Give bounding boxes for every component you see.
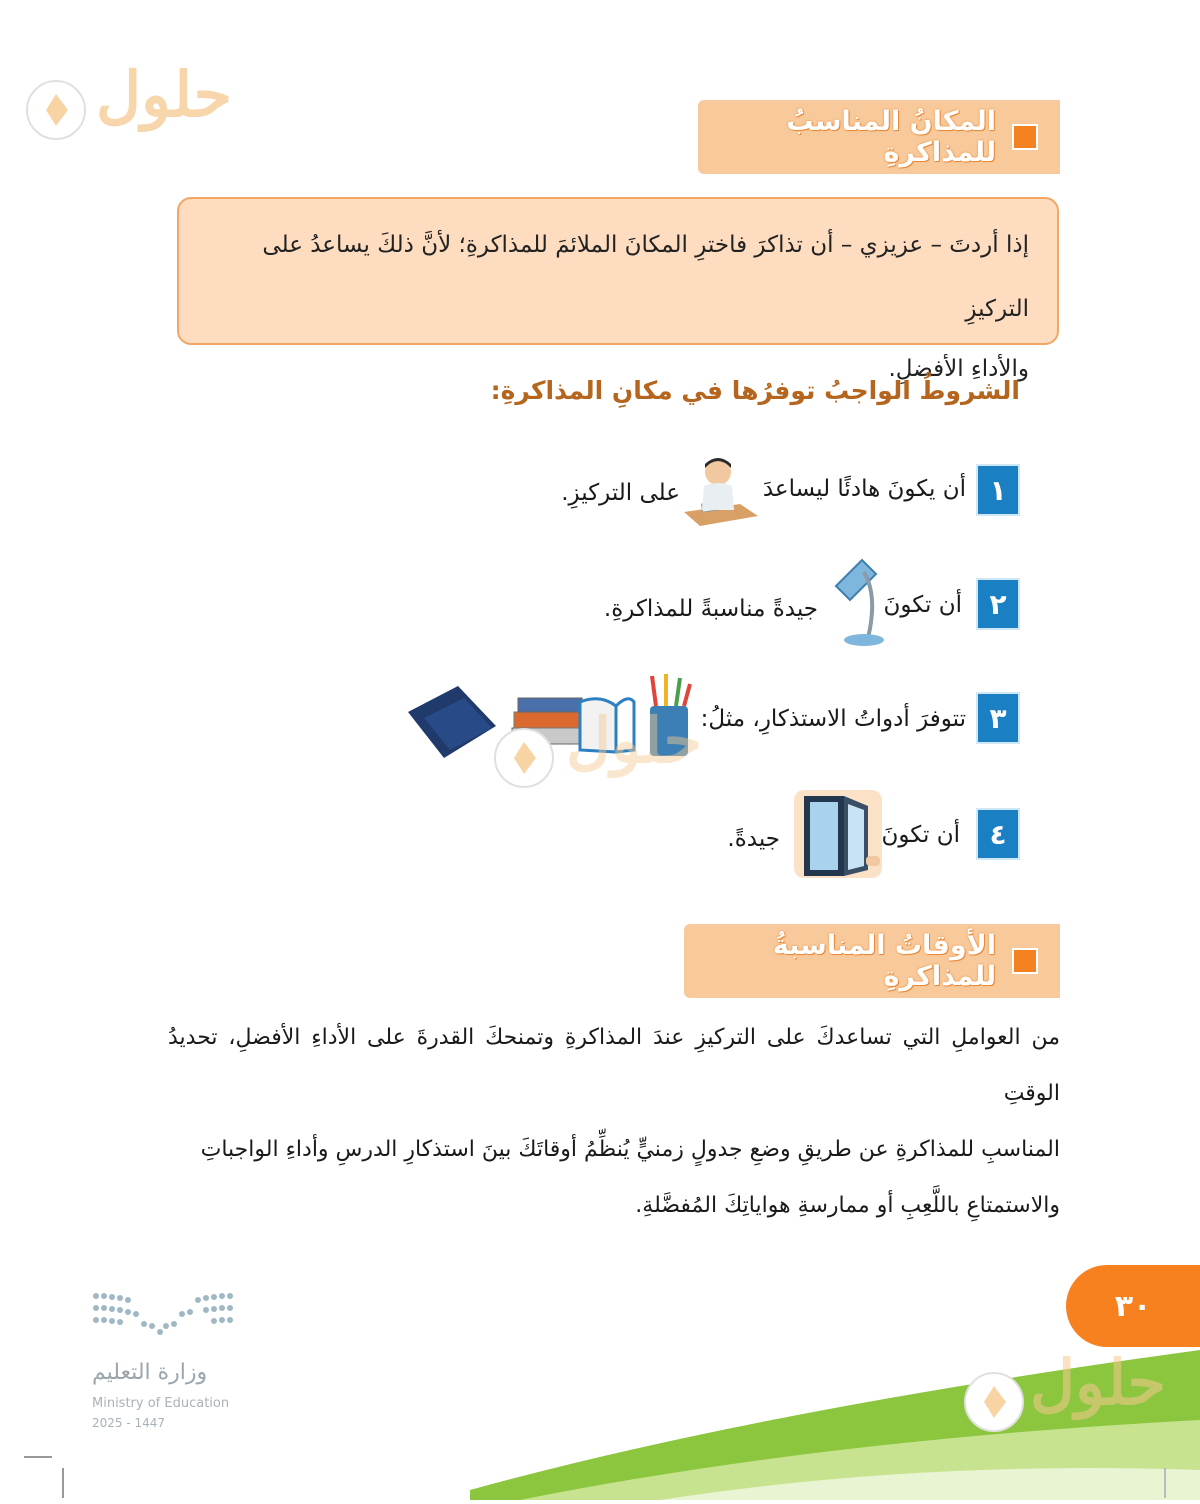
section-header-study-times	[684, 924, 1060, 998]
orange-square-icon	[1012, 948, 1038, 974]
crop-mark	[62, 1468, 64, 1498]
watermark-logo-icon	[26, 80, 86, 140]
item-number: ١	[976, 464, 1020, 516]
item-text-cont: جيدةً.	[727, 826, 780, 852]
section-header-study-place	[698, 100, 1060, 174]
ministry-name-ar: وزارة التعليم	[92, 1360, 208, 1385]
item-text: أن تكونَ	[881, 822, 960, 848]
conditions-heading: الشروطُ الواجبُ توفرُها في مكانِ المذاكرةِ:	[490, 376, 1020, 405]
crop-mark	[24, 1456, 52, 1458]
studying-boy-icon	[680, 450, 760, 530]
page-number: ٣٠	[1066, 1265, 1200, 1347]
section-title: المكانُ المناسبُ للمذاكرةِ	[786, 106, 996, 168]
ministry-logo-icon	[92, 1290, 234, 1340]
watermark-logo-icon	[964, 1372, 1024, 1432]
window-icon	[790, 786, 886, 882]
crop-mark	[1164, 1468, 1166, 1498]
item-text-cont: على التركيزِ.	[561, 480, 680, 506]
desk-lamp-icon	[818, 556, 888, 650]
item-number: ٤	[976, 808, 1020, 860]
study-times-paragraph	[168, 1010, 1060, 1234]
paragraph-line-2: المناسبِ للمذاكرةِ عن طريقِ وضعِ جدولٍ زمنيٍّ يُنظِّمُ أوقاتَكَ بينَ استذكارِ الدرسِ وأداءِ الواجباتِ	[200, 1137, 1060, 1162]
ministry-name-en: Ministry of Education	[92, 1396, 230, 1411]
ministry-year: 2025 - 1447	[92, 1416, 166, 1430]
intro-line-2: والأداءِ الأفضلِ.	[888, 356, 1029, 382]
item-text: تتوفرَ أدواتُ الاستذكارِ، مثلُ:	[700, 706, 966, 732]
item-text: أن تكونَ	[883, 592, 962, 618]
intro-box	[177, 197, 1059, 382]
section-title: الأوقاتُ المناسبةُ للمذاكرةِ	[772, 930, 996, 992]
item-text-cont: جيدةً مناسبةً للمذاكرةِ.	[603, 596, 818, 622]
paragraph-line-3: والاستمتاعِ باللَّعِبِ أو ممارسةِ هواياتِكَ المُفضَّلةِ.	[635, 1193, 1060, 1218]
watermark-text: حلول	[1030, 1346, 1166, 1419]
item-number: ٢	[976, 578, 1020, 630]
orange-square-icon	[1012, 124, 1038, 150]
intro-line-1: إذا أردتَ – عزيزي – أن تذاكرَ فاخترِ المكانَ الملائمَ للمذاكرةِ؛ لأنَّ ذلكَ يساعدُ على التركيزِ	[262, 232, 1029, 322]
watermark-logo-icon	[494, 728, 554, 788]
item-text: أن يكونَ هادئًا ليساعدَ	[762, 476, 966, 502]
watermark-text: حلول	[96, 58, 232, 131]
paragraph-line-1: من العواملِ التي تساعدكَ على التركيزِ عندَ المذاكرةِ وتمنحكَ القدرةَ على الأداءِ الأفضلِ، تحديدُ الوقتِ	[168, 1025, 1060, 1106]
watermark-text: حلول	[566, 704, 702, 777]
item-number: ٣	[976, 692, 1020, 744]
